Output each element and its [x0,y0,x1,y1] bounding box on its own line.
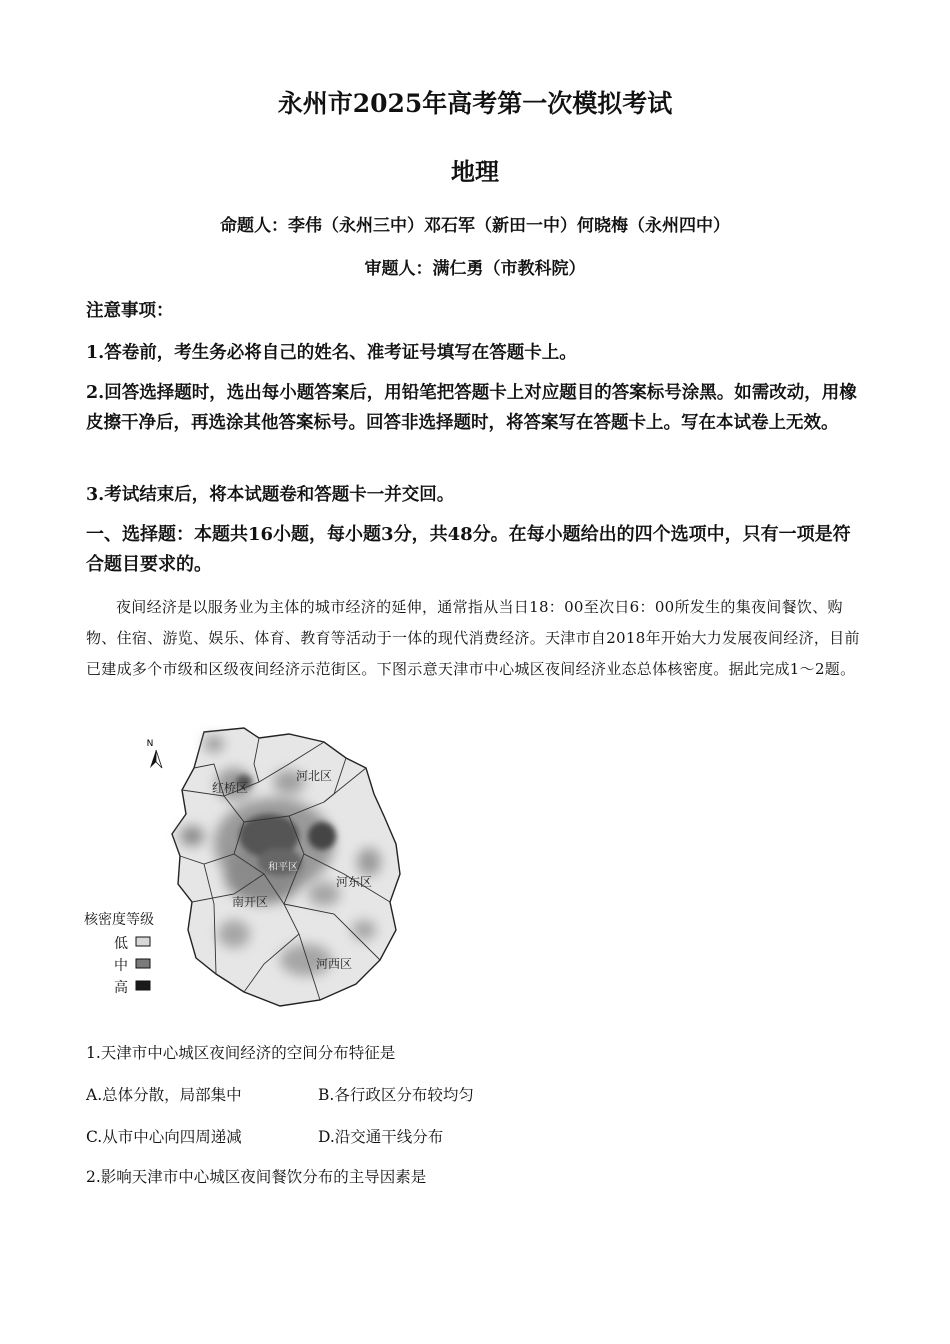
legend-mid-label: 中 [114,958,128,974]
question-2-stem: 2.影响天津市中心城区夜间餐饮分布的主导因素是 [86,1168,427,1186]
question-1-option-d[interactable]: D.沿交通干线分布 [318,1128,444,1146]
authors-line: 命题人：李伟（永州三中）邓石军（新田一中）何晓梅（永州四中） [220,216,730,236]
district-label-hexi: 河西区 [316,957,353,971]
legend-high-swatch [136,981,150,990]
question-1-option-b[interactable]: B.各行政区分布较均匀 [318,1086,474,1104]
district-label-heping: 和平区 [268,862,298,873]
reviewer-line: 审题人：满仁勇（市教科院） [364,259,586,279]
legend-mid-swatch [136,959,150,968]
legend-title: 核密度等级 [84,912,154,928]
exam-title: 永州市2025年高考第一次模拟考试 [277,89,673,118]
legend-low-swatch [136,937,150,946]
question-1-option-c[interactable]: C.从市中心向四周递减 [86,1128,242,1146]
passage-text: 夜间经济是以服务业为主体的城市经济的延伸，通常指从当日18：00至次日6：00所发生的集夜间餐饮、购物、住宿、游览、娱乐、体育、教育等活动于一体的现代消费经济。天津市自2018年开始大力发展夜间经济，目前已建成多个市级和区级夜间经济示范街区。下图示意天津市中心城区夜间经济业态总体核密度。据此完成1～2题。 [86,598,860,678]
map-legend [84,911,154,996]
north-label: N [146,739,154,749]
note-item-1: 1.答卷前，考生务必将自己的姓名、准考证号填写在答题卡上。 [86,343,577,363]
note-item-3: 3.考试结束后，将本试题卷和答题卡一并交回。 [86,485,455,505]
question-1-stem: 1.天津市中心城区夜间经济的空间分布特征是 [86,1044,396,1062]
district-label-hebei: 河北区 [296,769,333,783]
north-arrow-icon [147,739,162,768]
density-map-figure [84,724,414,1014]
legend-high-label: 高 [114,980,128,996]
notes-heading: 注意事项： [86,301,174,321]
note-item-2: 2.回答选择题时，选出每小题答案后，用铅笔把答题卡上对应题目的答案标号涂黑。如需改动，用橡皮擦干净后，再选涂其他答案标号。回答非选择题时，将答案写在答题卡上。写在本试卷上无效。 [86,383,857,433]
section-heading: 一、选择题：本题共16小题，每小题3分，共48分。在每小题给出的四个选项中，只有一项是符合题目要求的。 [86,524,851,575]
district-label-hongqiao: 红桥区 [212,781,249,795]
subject-title: 地理 [451,157,499,186]
district-label-hedong: 河东区 [336,875,373,889]
district-label-nankai: 南开区 [232,895,269,909]
question-1-option-a[interactable]: A.总体分散，局部集中 [86,1086,242,1104]
legend-low-label: 低 [114,936,128,952]
